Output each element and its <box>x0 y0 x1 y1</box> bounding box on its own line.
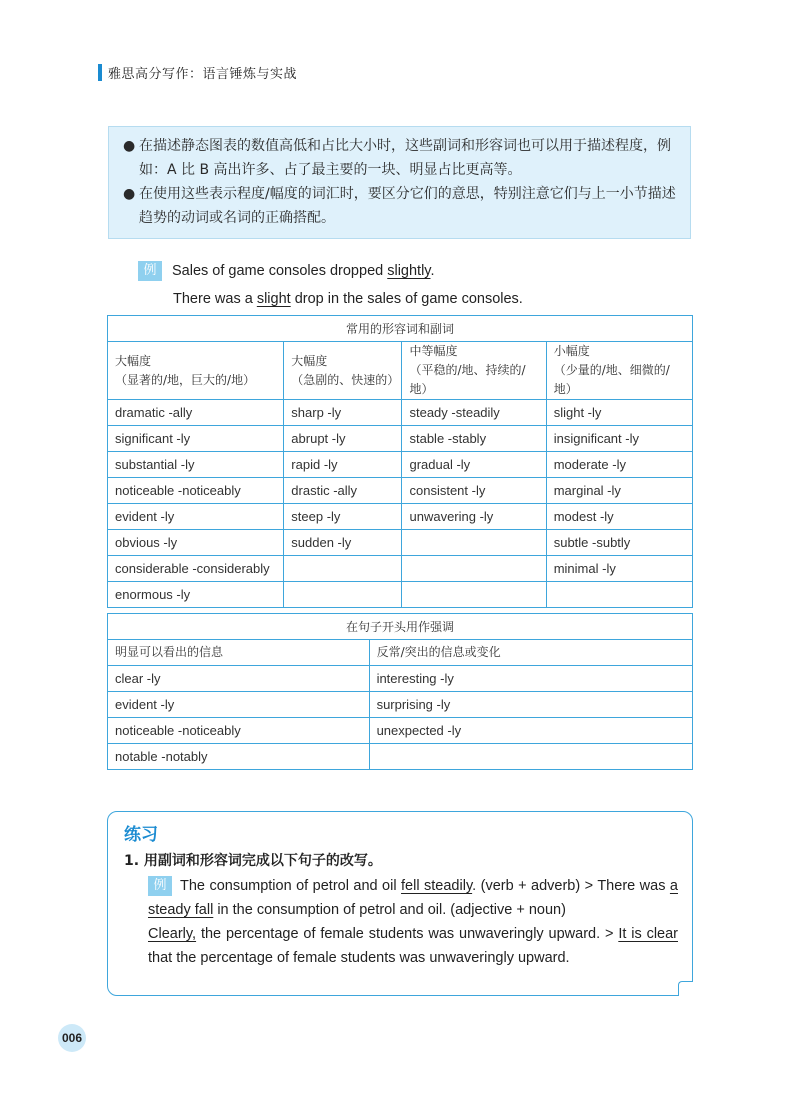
header-accent-bar <box>98 64 102 81</box>
table-row <box>108 744 693 770</box>
table-header-row <box>108 640 693 666</box>
table-cell <box>402 582 546 608</box>
table-row <box>108 530 693 556</box>
table-cell <box>402 530 546 556</box>
table-cell: evident -ly <box>108 692 370 718</box>
example-underlined: It is clear <box>618 926 678 942</box>
column-header: 大幅度 （急剧的、快速的） <box>284 342 402 400</box>
emphasis-table <box>107 613 693 770</box>
table-row <box>108 582 693 608</box>
example-text: . <box>430 263 435 279</box>
adjectives-adverbs-table <box>107 315 693 608</box>
table-cell: considerable -considerably <box>108 556 284 582</box>
table-cell: abrupt -ly <box>284 426 402 452</box>
practice-title: 练习 <box>124 825 158 845</box>
book-title: 雅思高分写作：语言锤炼与实战 <box>108 66 298 82</box>
example-text: in the consumption of petrol and oil. (adjective + noun) <box>213 902 566 918</box>
table-row <box>108 692 693 718</box>
tip-item <box>123 182 676 230</box>
example-underlined: a steady fall <box>148 878 678 918</box>
example-text: There was a <box>173 291 257 307</box>
table-cell: slight -ly <box>546 400 692 426</box>
page-number: 006 <box>58 1024 86 1052</box>
table-row <box>108 718 693 744</box>
table-cell: interesting -ly <box>369 666 692 692</box>
table-title: 在句子开头用作强调 <box>108 614 693 640</box>
table-cell: substantial -ly <box>108 452 284 478</box>
example-text: The consumption of petrol and oil <box>180 878 402 894</box>
practice-example <box>148 874 678 970</box>
table-cell: unexpected -ly <box>369 718 692 744</box>
table-cell: steady -steadily <box>402 400 546 426</box>
column-header: 反常/突出的信息或变化 <box>369 640 692 666</box>
table-cell: clear -ly <box>108 666 370 692</box>
table-cell: consistent -ly <box>402 478 546 504</box>
example-text: drop in the sales of game consoles. <box>290 291 523 307</box>
example-text: the percentage of female students was unwaveringly upward. > <box>196 926 619 942</box>
table-row <box>108 556 693 582</box>
table-cell <box>402 556 546 582</box>
column-header: 大幅度 （显著的/地，巨大的/地） <box>108 342 284 400</box>
column-header: 小幅度 （少量的/地、细微的/地） <box>546 342 692 400</box>
table-cell: enormous -ly <box>108 582 284 608</box>
folded-corner <box>678 981 693 996</box>
table-cell <box>284 582 402 608</box>
table-cell: steep -ly <box>284 504 402 530</box>
table-cell: significant -ly <box>108 426 284 452</box>
example-text: . (verb + adverb) > There was <box>472 878 670 894</box>
table-cell: minimal -ly <box>546 556 692 582</box>
example-badge: 例 <box>148 876 172 896</box>
table-cell: marginal -ly <box>546 478 692 504</box>
table-cell: dramatic -ally <box>108 400 284 426</box>
table-row <box>108 478 693 504</box>
bullet-icon: ● <box>123 186 136 202</box>
table-cell: drastic -ally <box>284 478 402 504</box>
example-text: that the percentage of female students was unwaveringly upward. <box>148 950 570 966</box>
table-cell: sharp -ly <box>284 400 402 426</box>
practice-question: 1. 用副词和形容词完成以下句子的改写。 <box>124 853 382 869</box>
running-header <box>98 62 297 82</box>
tips-box <box>108 126 691 239</box>
table-cell: gradual -ly <box>402 452 546 478</box>
table-cell: moderate -ly <box>546 452 692 478</box>
table-header-row <box>108 342 693 400</box>
example-line <box>138 257 523 285</box>
table-row <box>108 400 693 426</box>
table-cell: surprising -ly <box>369 692 692 718</box>
example-badge: 例 <box>138 261 162 281</box>
table-title: 常用的形容词和副词 <box>108 316 693 342</box>
table-cell: rapid -ly <box>284 452 402 478</box>
table-cell: stable -stably <box>402 426 546 452</box>
tip-text: 在描述静态图表的数值高低和占比大小时，这些副词和形容词也可以用于描述程度，例如：A 比 B 高出许多、占了最主要的一块、明显占比更高等。 <box>139 138 671 178</box>
table-row <box>108 666 693 692</box>
table-cell: notable -notably <box>108 744 370 770</box>
column-header: 中等幅度 （平稳的/地、持续的/地） <box>402 342 546 400</box>
column-header: 明显可以看出的信息 <box>108 640 370 666</box>
table-cell: noticeable -noticeably <box>108 478 284 504</box>
table-cell: noticeable -noticeably <box>108 718 370 744</box>
table-cell: evident -ly <box>108 504 284 530</box>
example-line <box>138 285 523 313</box>
table-cell: obvious -ly <box>108 530 284 556</box>
example-underlined: slightly <box>387 263 431 279</box>
table-cell: unwavering -ly <box>402 504 546 530</box>
table-cell <box>284 556 402 582</box>
table-cell: subtle -subtly <box>546 530 692 556</box>
example-underlined: slight <box>256 291 291 307</box>
example-text: Sales of game consoles dropped <box>172 263 388 279</box>
example-underlined: Clearly, <box>148 926 197 942</box>
example-block <box>138 257 523 313</box>
tip-text: 在使用这些表示程度/幅度的词汇时，要区分它们的意思，特别注意它们与上一小节描述趋势的动词或名词的正确搭配。 <box>139 186 676 226</box>
table-row <box>108 504 693 530</box>
practice-box <box>107 811 693 996</box>
table-cell <box>369 744 692 770</box>
bullet-icon: ● <box>123 138 136 154</box>
table-cell <box>546 582 692 608</box>
table-row <box>108 452 693 478</box>
table-row <box>108 426 693 452</box>
table-cell: sudden -ly <box>284 530 402 556</box>
table-cell: insignificant -ly <box>546 426 692 452</box>
tip-item <box>123 134 676 182</box>
example-underlined: fell steadily <box>401 878 473 894</box>
table-cell: modest -ly <box>546 504 692 530</box>
